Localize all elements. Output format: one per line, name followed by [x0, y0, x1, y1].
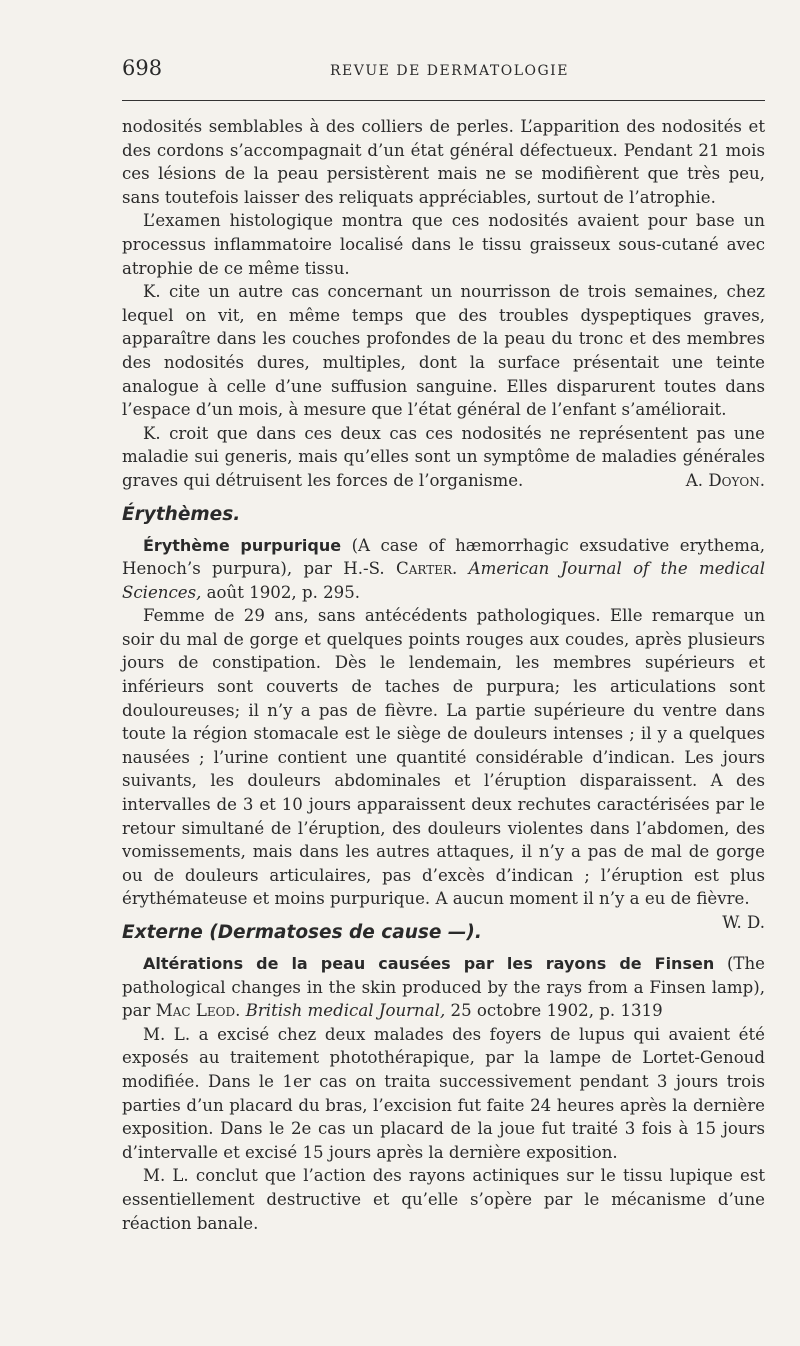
citation-text: août 1902, p. 295. [201, 582, 361, 602]
citation-text: 25 octobre 1902, p. 1319 [445, 1001, 663, 1021]
page-body [122, 115, 765, 1235]
page-number: 698 [122, 56, 163, 80]
paragraph: M. L. conclut que l’action des rayons actiniques sur le tissu lupique est essentiellement destructive et qu’elle s’opère par le mécanisme d’une réaction banale. [122, 1166, 765, 1233]
article-title: Altérations de la peau causées par les rayons de Finsen [143, 954, 715, 973]
citation-journal: British medical Journal, [245, 1001, 446, 1021]
running-title: REVUE DE DERMATOLOGIE [330, 63, 569, 79]
citation-text: . [235, 1001, 246, 1021]
article-citation [122, 952, 765, 1023]
paragraph: nodosités semblables à des colliers de perles. L’apparition des nodosités et des cordons s’accompagnait d’un état général défectueux. Pendant 21 mois ces lésions de la peau persistèrent mais ne se modifièrent que très peu, sans toutefois laisser des reliquats appréciables, surtout de l’atrophie. [122, 117, 765, 207]
section-heading: Externe (Dermatoses de cause —). [122, 922, 482, 943]
paragraph: M. L. a excisé chez deux malades des foyers de lupus qui avaient été exposés au traitement photothérapique, par la lampe de Lortet-Genoud modifiée. Dans le 1er cas on traita successivement pendant 3 jours trois parties d’un placard du bras, l’excision fut faite 24 heures après la dernière exposition. Dans le 2e cas un placard de la joue fut traité 3 fois à 15 jours d’intervalle et excisé 15 jours après la dernière exposition. [122, 1024, 765, 1162]
paragraph-with-signature [122, 604, 765, 932]
citation-text: . [452, 559, 469, 579]
citation-author: Mac Leod [155, 1001, 236, 1021]
paragraph: K. cite un autre cas concernant un nourrisson de trois semaines, chez lequel on vit, en même temps que des troubles dyspeptiques graves, apparaître dans les couches profondes de la peau du tronc et des membres des nodosités dures, multiples, dont la surface présentait une teinte analogue à celle d’une suffusion sanguine. Elles disparurent toutes dans l’espace d’un mois, à mesure que l’état général de l’enfant s’améliorait. [122, 282, 765, 420]
author-signature: W. D. [722, 913, 765, 932]
page-header [122, 56, 765, 101]
section-heading: Érythèmes. [122, 503, 241, 525]
paragraph-text: Femme de 29 ans, sans antécédents pathologiques. Elle remarque un soir du mal de gorge et quelques points rouges aux coudes, après plusieurs jours de constipation. Dès le lendemain, les membres supérieurs et inférieurs sont couverts de taches de purpura; les articulations sont douloureuses; il n’y a pas de fièvre. La partie supérieure du ventre dans toute la région stomacale est le siège de douleurs intenses ; il y a quelques nausées ; l’urine contient une quantité considérable d’indican. Les jours suivants, les douleurs abdominales et l’éruption disparaissent. A des intervalles de 3 et 10 jours apparaissent deux rechutes caractérisées par le retour simultané de l’éruption, des douleurs violentes dans l’abdomen, des vomissements, mais dans les autres attaques, il n’y a pas de mal de gorge ou de douleurs articulaires, pas d’excès d’indican ; l’éruption est plus érythémateuse et moins purpurique. A aucun moment il n’y a eu de fièvre. [122, 606, 765, 909]
author-signature: A. Doyon. [685, 470, 765, 490]
journal-page [122, 56, 765, 1235]
citation-text: (A case of hæmorrhagic exsudative erythema, Henoch’s purpura), par H.-S. [122, 535, 765, 579]
article-citation [122, 534, 765, 605]
paragraph: L’examen histologique montra que ces nodosités avaient pour base un processus inflammatoire localisé dans le tissu graisseux sous-cutané avec atrophie de ce même tissu. [122, 211, 765, 278]
citation-journal: American Journal of the medical Sciences, [122, 559, 765, 602]
citation-text: (The pathological changes in the skin produced by the rays from a Finsen lamp), par [122, 954, 765, 1021]
citation-author: Carter [396, 559, 453, 579]
paragraph-with-signature [122, 422, 765, 493]
paragraph-text: K. croit que dans ces deux cas ces nodosités ne représentent pas une maladie sui generis, mais qu’elles sont un symptôme de maladies générales graves qui détruisent les forces de l’organisme. [122, 423, 765, 490]
article-title: Érythème purpurique [143, 535, 342, 555]
